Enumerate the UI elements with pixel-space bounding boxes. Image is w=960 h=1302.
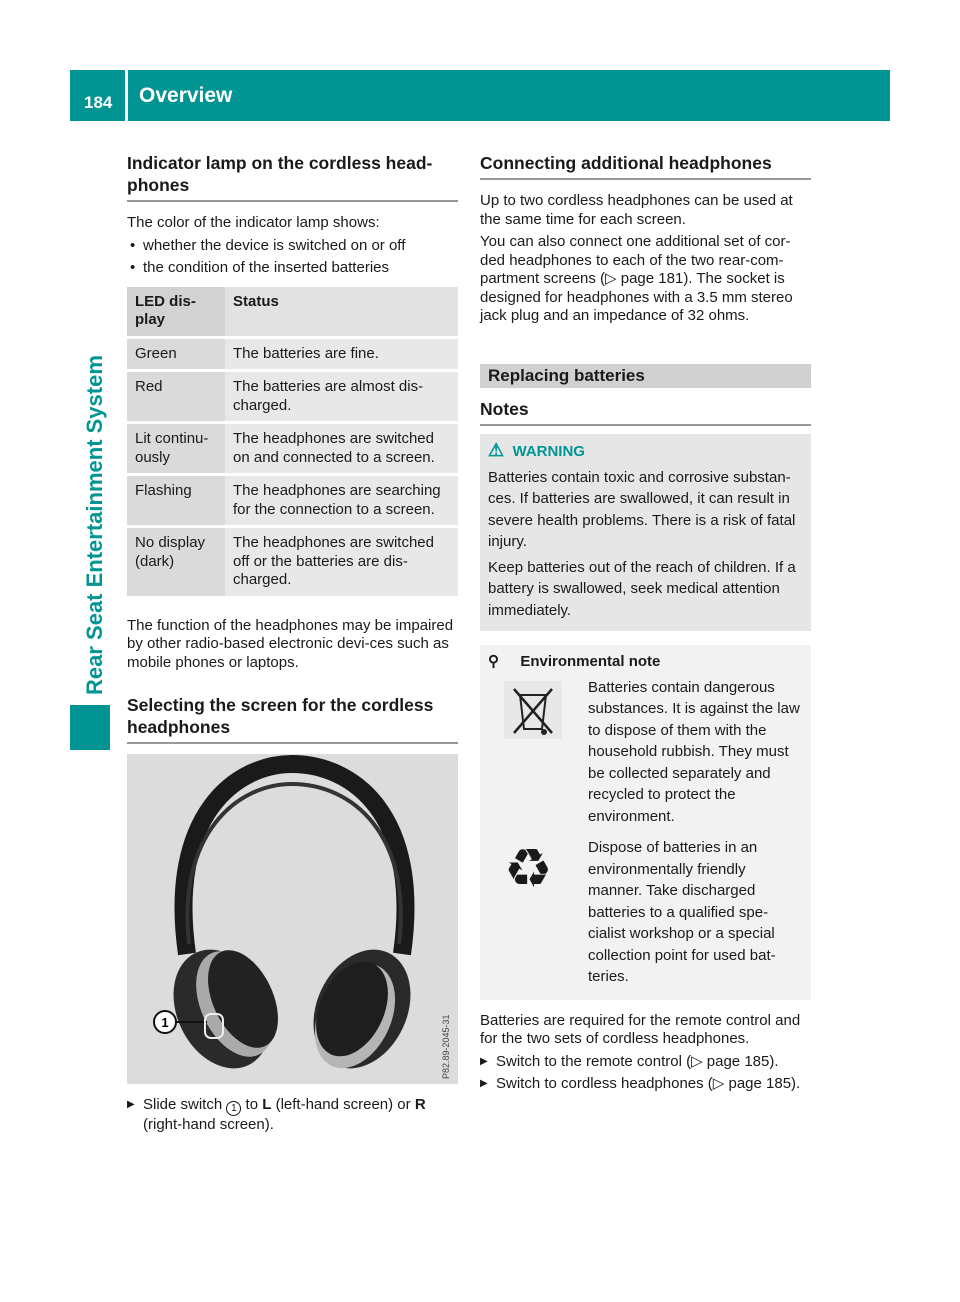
cell: Flashing — [127, 476, 225, 525]
bullet: • the condition of the inserted batteries — [127, 259, 458, 278]
table-row — [127, 476, 458, 525]
section-marker — [70, 705, 110, 750]
cell: The headphones are switched off or the batteries are dis-charged. — [225, 528, 458, 596]
right-column — [480, 152, 811, 1098]
section-label: Rear Seat Entertainment System — [82, 355, 107, 695]
section-bar-replacing-batteries: Replacing batteries — [480, 364, 811, 389]
header-led: LED dis-play — [127, 287, 225, 336]
step-slide-switch — [127, 1096, 458, 1135]
page-title: Overview — [139, 84, 233, 107]
warning-text: Keep batteries out of the reach of children. If a battery is swallowed, seek medical attention immediately. — [488, 558, 796, 619]
table-row — [127, 372, 458, 421]
paragraph: Batteries are required for the remote control and for the two sets of cordless headphones. — [480, 1011, 801, 1047]
step-text: to — [245, 1096, 259, 1113]
heading-additional-headphones: Connecting additional headphones — [480, 152, 811, 180]
warning-box — [480, 434, 811, 631]
paragraph: Up to two cordless headphones can be used at the same time for each screen. — [480, 192, 793, 228]
led-status-table — [127, 284, 458, 599]
heading-selecting-screen: Selecting the screen for the cordless headphones — [127, 694, 458, 744]
cell: No display (dark) — [127, 528, 225, 596]
warning-label: WARNING — [512, 443, 585, 460]
headphones-image — [127, 754, 458, 1084]
environmental-text: Batteries contain dangerous substances. It is against the law to dispose of them with the household rubbish. They must be collected separately and recycled to protect the environment. — [588, 678, 800, 825]
step-text: Slide switch — [143, 1096, 223, 1113]
headphones-illustration — [127, 754, 458, 1084]
header-divider — [125, 70, 128, 121]
environment-icon: ⚲ — [488, 653, 499, 670]
right-key: R — [414, 1096, 426, 1113]
table-row — [127, 424, 458, 473]
recycle-icon: ♻ — [504, 839, 553, 899]
environmental-note-label: Environmental note — [520, 653, 661, 670]
heading-indicator-lamp: Indicator lamp on the cordless head-phones — [127, 152, 458, 202]
cell: The headphones are searching for the connection to a screen. — [225, 476, 458, 525]
paragraph: You can also connect one additional set of cor-ded headphones to each of the two rear-com-partment screens (▷ page 181). The socket is designed for headphones with a 3.5 mm stereo jack plug and an impedance of 32 ohms. — [480, 233, 793, 324]
warning-icon: ⚠ — [488, 440, 505, 460]
table-row — [127, 528, 458, 596]
cell: Red — [127, 372, 225, 421]
cell: The batteries are almost dis-charged. — [225, 372, 458, 421]
heading-notes: Notes — [480, 398, 811, 426]
cell: Lit continu-ously — [127, 424, 225, 473]
step-text: (right-hand screen). — [143, 1116, 274, 1133]
bullet: • whether the device is switched on or off — [127, 237, 458, 256]
cell: The headphones are switched on and connected to a screen. — [225, 424, 458, 473]
step: ▶ Switch to cordless headphones (▷ page 185). — [480, 1075, 811, 1094]
cell: Green — [127, 339, 225, 370]
header-status: Status — [225, 287, 458, 336]
image-code: P82.89-2045-31 — [441, 1014, 451, 1079]
left-key: L — [262, 1096, 272, 1113]
callout-ref: 1 — [226, 1101, 241, 1116]
cell: The batteries are fine. — [225, 339, 458, 370]
step-text: (left-hand screen) or — [275, 1096, 411, 1113]
warning-text: Batteries contain toxic and corrosive substan-ces. If batteries are swallowed, it can result in severe health problems. There is a risk of fatal injury. — [488, 468, 796, 550]
callout-number: 1 — [161, 1015, 169, 1030]
left-column — [127, 152, 458, 1139]
environmental-note-box — [480, 645, 811, 1000]
table-row — [127, 339, 458, 370]
environmental-text: Dispose of batteries in an environmentally friendly manner. Take discharged batteries to a qualified spe-cialist workshop or a special collection point for used bat-teries. — [588, 839, 776, 985]
crossed-bin-icon — [488, 677, 588, 832]
table-header — [127, 287, 458, 336]
step: ▶ Switch to the remote control (▷ page 185). — [480, 1053, 811, 1072]
interference-note: The function of the headphones may be impaired by other radio-based electronic devi-ces such as mobile phones or laptops. — [127, 616, 454, 671]
intro-text: The color of the indicator lamp shows: — [127, 214, 380, 231]
page-number: 184 — [84, 93, 113, 112]
